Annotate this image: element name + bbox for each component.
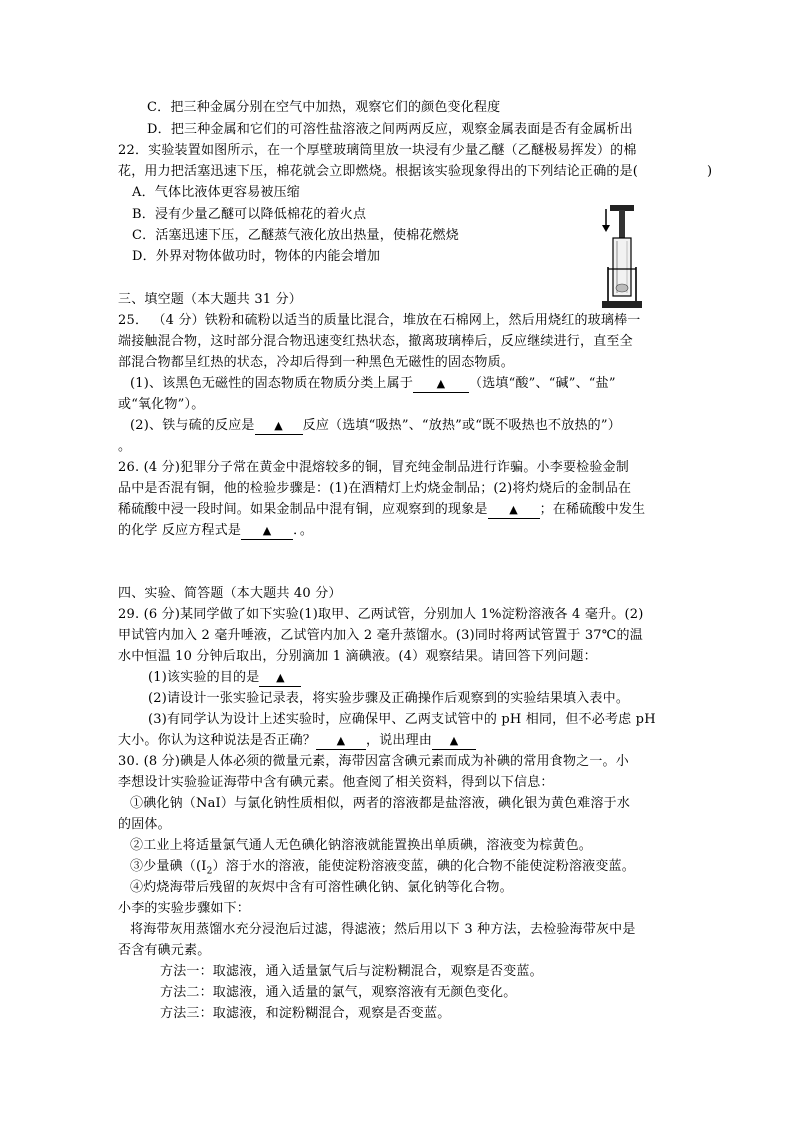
q25-part1-line1 <box>130 374 616 394</box>
q25-stem-line2: 端接触混合物，这时部分混合物迅速变红热状态，撤离玻璃棒后，反应继续进行，直至全 <box>118 334 633 349</box>
q25-part1-hint: （选填“酸”、“碱”、“盐” <box>469 376 616 391</box>
q30-info3-text-cont: ）溶于水的溶液，能使淀粉溶液变蓝，碘的化合物不能使淀粉溶液变蓝。 <box>212 859 635 874</box>
q26-text-cont: ；在稀硫酸中发生 <box>539 502 646 517</box>
q26-stem-line3 <box>118 500 645 520</box>
section4-title: 四、实验、简答题（本大题共 40 分） <box>118 586 342 601</box>
q25-stem-line1: 25． （4 分）铁粉和硫粉以适当的质量比混合，堆放在石棉网上，然后用烧红的玻璃棒一 <box>118 313 641 328</box>
q21-option-c: C．把三种金属分别在空气中加热，观察它们的颜色变化程度 <box>147 100 501 115</box>
q30-stem-line2: 李想设计实验验证海带中含有碘元素。他查阅了相关资料，得到以下信息： <box>118 775 554 790</box>
q30-info2: ②工业上将适量氯气通人无色碘化钠溶液就能置换出单质碘，溶液变为棕黄色。 <box>130 838 593 853</box>
section3-title: 三、填空题（本大题共 31 分） <box>118 292 303 307</box>
q29-sub1 <box>148 668 301 688</box>
q26-text: 稀硫酸中浸一段时间。如果金制品中混有铜，应观察到的现象是 <box>118 502 488 517</box>
q22-option-b: B．浸有少量乙醚可以降低棉花的着火点 <box>132 207 367 222</box>
q30-info1-line2: 的固体。 <box>118 817 171 832</box>
q29-stem-line3: 水中恒温 10 分钟后取出，分别滴加 1 滴碘液。(4）观察结果。请回答下列问题： <box>118 649 597 664</box>
q29-sub3-line1: (3)有同学认为设计上述实验时，应确保甲、乙两支试管中的 pH 相同，但不必考虑 pH <box>148 712 656 727</box>
q22-option-c: C．活塞迅速下压，乙醚蒸气液化放出热量，使棉花燃烧 <box>132 228 459 243</box>
blank-marker: ▲ <box>449 734 459 747</box>
q30-steps-line1: 将海带灰用蒸馏水充分浸泡后过滤，得滤液；然后用以下 3 种方法，去检验海带灰中是 <box>130 922 636 937</box>
q26-stem-line2: 品中是否混有铜，他的检验步骤是：(1)在酒精灯上灼烧金制品；(2)将灼烧后的金制品在 <box>118 481 632 496</box>
q25-part1-text: (1)、该黑色无磁性的固态物质在物质分类上属于 <box>130 376 414 391</box>
q29-sub3-line2 <box>118 731 476 751</box>
q30-method2: 方法二：取滤液，通入适量的氯气，观察溶液有无颜色变化。 <box>160 985 517 1000</box>
q29-sub2: (2)请设计一张实验记录表，将实验步骤及正确操作后观察到的实验结果填入表中。 <box>148 691 630 706</box>
q30-info1-line1: ①碘化钠（NaI）与氯化钠性质相似，两者的溶液都是盐溶液，碘化银为黄色难溶于水 <box>130 796 631 811</box>
q30-method3: 方法三：取滤液，和淀粉糊混合，观察是否变蓝。 <box>160 1006 451 1021</box>
q30-steps-line2: 否含有碘元素。 <box>118 943 211 958</box>
q26-stem-line4 <box>118 521 313 541</box>
blank-marker: ▲ <box>336 734 346 747</box>
q22-option-a: A．气体比液体更容易被压缩 <box>132 185 300 200</box>
answer-blank[interactable] <box>255 418 303 435</box>
q22-stem-line1: 22．实验装置如图所示，在一个厚壁玻璃筒里放一块浸有少量乙醚（乙醚极易挥发）的棉 <box>118 143 637 158</box>
q25-part2-line2: 。 <box>118 439 132 454</box>
q25-part2-text: (2)、铁与硫的反应是 <box>130 418 255 433</box>
blank-marker: ▲ <box>262 524 272 537</box>
q22-stem-text: 花，用力把活塞迅速下压，棉花就会立即燃烧。根据该实验现象得出的下列结论正确的是( <box>118 164 639 179</box>
q30-info3-text: ③少量碘（(I <box>130 859 207 874</box>
q22-stem-line2 <box>118 162 638 182</box>
blank-marker: ▲ <box>274 419 283 432</box>
answer-blank[interactable] <box>488 502 540 519</box>
q25-stem-line3: 部混合物都呈红热的状态，冷却后得到一种黑色无磁性的固态物质。 <box>118 355 515 370</box>
q29-sub3-question: 大小。你认为这种说法是否正确？ <box>118 733 317 748</box>
blank-marker: ▲ <box>276 671 285 684</box>
q29-sub1-text: (1)该实验的目的是 <box>148 670 260 685</box>
answer-blank[interactable] <box>432 733 476 750</box>
q25-part2-line1 <box>130 416 621 436</box>
q30-steps-title: 小李的实验步骤如下： <box>118 901 251 916</box>
answer-blank[interactable] <box>259 670 301 687</box>
iodine-subscript: 2 <box>206 866 213 877</box>
q25-part1-line2: 或“氧化物”）。 <box>118 397 205 412</box>
q21-option-d: D．把三种金属和它们的可溶性盐溶液之间两两反应，观察金属表面是否有金属析出 <box>147 122 633 137</box>
answer-blank[interactable] <box>316 733 366 750</box>
glass-cylinder-piston-apparatus <box>598 205 644 310</box>
q26-equation-text: 的化学 反应方程式是 <box>118 523 242 538</box>
blank-marker: ▲ <box>436 377 446 390</box>
q26-stem-line1: 26. (4 分)犯罪分子常在黄金中混熔较多的铜，冒充纯金制品进行诈骗。小李要检验金制 <box>118 460 629 475</box>
q29-sub3-reason: ，说出理由 <box>366 733 433 748</box>
q26-equation-end: ．。 <box>293 523 314 538</box>
q29-stem-line1: 29. (6 分)某同学做了如下实验(1)取甲、乙两试管，分别加人 1%淀粉溶液各 4 毫升。(2) <box>118 607 644 622</box>
q30-stem-line1: 30. (8 分)碘是人体必须的微量元素，海带因富含碘元素而成为补碘的常用食物之一。小 <box>118 754 629 769</box>
blank-marker: ▲ <box>509 503 518 516</box>
q22-paren-close: ) <box>707 164 713 179</box>
q29-stem-line2: 甲试管内加入 2 毫升唾液，乙试管内加入 2 毫升蒸馏水。(3)同时将两试管置于 37℃的温 <box>118 628 643 643</box>
q22-option-d: D．外界对物体做功时，物体的内能会增加 <box>132 249 381 264</box>
q30-info4: ④灼烧海带后残留的灰烬中含有可溶性碘化钠、氯化钠等化合物。 <box>130 880 513 895</box>
answer-blank[interactable] <box>241 523 293 540</box>
q25-part2-hint: 反应（选填“吸热”、“放热”或“既不吸热也不放热的”） <box>302 418 621 433</box>
q30-method1: 方法一：取滤液，通入适量氯气后与淀粉糊混合，观察是否变蓝。 <box>160 964 543 979</box>
answer-blank[interactable] <box>413 376 469 393</box>
